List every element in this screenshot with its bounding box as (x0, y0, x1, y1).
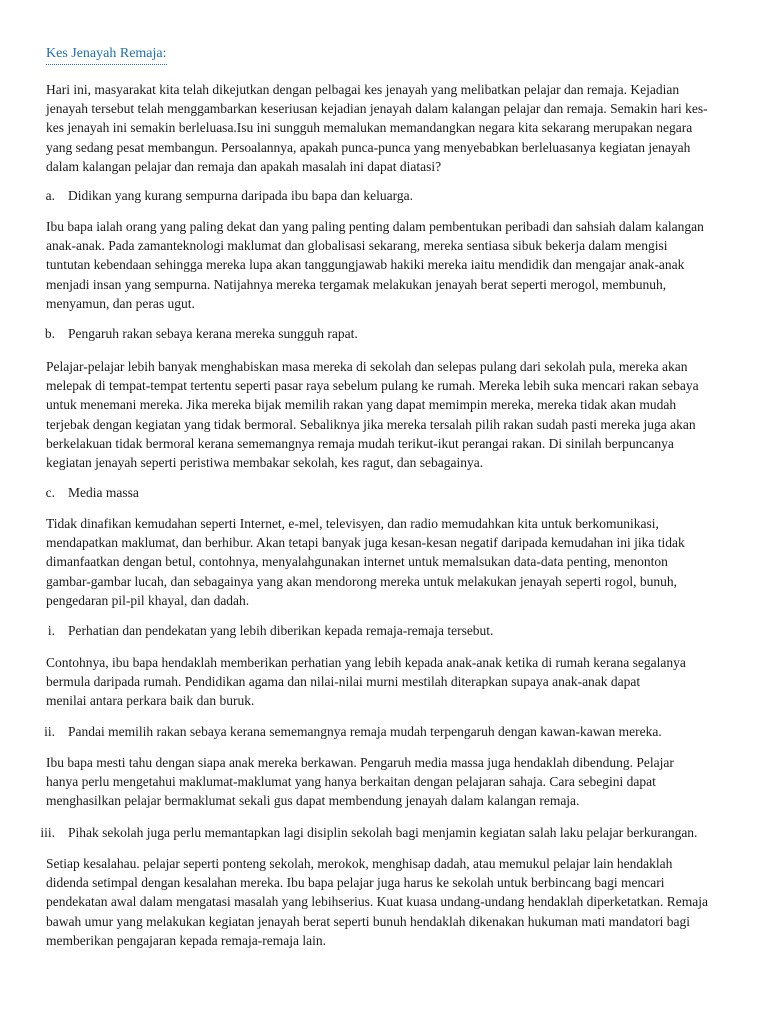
paragraph-line: dimanfaatkan dengan betul, contohnya, menyalahgunakan internet untuk memalsukan data-data penting, menonton (46, 554, 668, 570)
paragraph-line: hanya perlu mengetahui maklumat-maklumat yang hanya berkaitan dengan pelajaran sahaja. Cara sebegini dapat (46, 774, 656, 790)
list-heading-text: Media massa (68, 485, 139, 500)
section-paragraph (46, 854, 736, 950)
paragraph-line: kes jenayah ini semakin berleluasa.Isu ini sungguh memalukan memandangkan negara kita sekarang merupakan negara (46, 120, 693, 136)
paragraph-line: mendapatkan maklumat, dan berhibur. Akan tetapi banyak juga kesan-kesan negatif daripada kemudahan ini jika tidak (46, 535, 685, 551)
section-paragraph (46, 653, 736, 711)
paragraph-line: Pelajar-pelajar lebih banyak menghabiskan masa mereka di sekolah dan selepas pulang dari sekolah pula, mereka akan (46, 359, 688, 374)
paragraph-line: memberikan pengajaran kepada remaja-remaja lain. (46, 932, 326, 948)
paragraph-line: Tidak dinafikan kemudahan seperti Internet, e-mel, televisyen, dan radio memudahkan kita untuk berkomunikasi, (46, 516, 659, 531)
paragraph-line: tuntutan kebendaan sehingga mereka lupa akan tanggungjawab hakiki mereka iaitu mendidik dan mengajar anak-anak (46, 257, 685, 273)
list-marker: a. (45, 188, 55, 203)
paragraph-line: anak-anak. Pada zamanteknologi maklumat dan globalisasi sekarang, mereka sentiasa sibuk bekerja dalam mengisi (46, 238, 668, 254)
list-heading-text: Didikan yang kurang sempurna daripada ibu bapa dan keluarga. (68, 188, 414, 203)
list-heading-text: Pihak sekolah juga perlu memantapkan lagi disiplin sekolah bagi menjamin kegiatan salah laku pelajar berkurangan. (68, 825, 698, 840)
paragraph-line: Setiap kesalahau. pelajar seperti ponteng sekolah, merokok, menghisap dadah, atau memukul pelajar lain hendaklah (46, 856, 673, 871)
list-item-heading (0, 483, 768, 503)
paragraph-line: menilai antara perkara baik dan buruk. (46, 693, 255, 709)
list-item-heading (0, 621, 768, 641)
list-marker: c. (45, 485, 55, 500)
list-marker: iii. (40, 825, 55, 840)
paragraph-line: menyamun, dan peras ugut. (46, 295, 195, 311)
paragraph-line: didenda setimpal dengan kesalahan mereka. Ibu bapa pelajar juga harus ke sekolah untuk berbincang bagi mencari (46, 875, 665, 891)
paragraph-line: Hari ini, masyarakat kita telah dikejutkan dengan pelbagai kes jenayah yang melibatkan pelajar dan remaja. Kejadian (46, 82, 680, 97)
paragraph-line: kegiatan jenayah seperti peristiwa membakar sekolah, kes ragut, dan sebagainya. (46, 455, 484, 471)
paragraph-line: pengedaran pil-pil khayal, dan dadah. (46, 592, 250, 608)
section-paragraph (46, 357, 736, 472)
paragraph-line: Contohnya, ibu bapa hendaklah memberikan perhatian yang lebih kepada anak-anak ketika di rumah kerana segalanya (46, 655, 686, 670)
list-item-heading (0, 823, 768, 843)
paragraph-line: bermula daripada rumah. Pendidikan agama dan nilai-nilai murni mestilah diterapkan supaya anak-anak dapat (46, 674, 641, 690)
paragraph-line: Ibu bapa ialah orang yang paling dekat dan yang paling penting dalam pembentukan peribadi dan sahsiah dalam kalangan (46, 219, 704, 234)
list-item-heading (0, 722, 768, 742)
list-item-heading (0, 324, 768, 344)
paragraph-line: berkelakuan tidak bermoral kerana sememangnya remaja mudah terikut-ikut perangai rakan. Di sinilah berpuncanya (46, 435, 674, 451)
paragraph-line: melepak di tempat-tempat tertentu seperti pasar raya sebelum pulang ke rumah. Mereka lebih suka mencari rakan sebaya (46, 378, 699, 394)
list-marker: i. (47, 623, 55, 638)
paragraph-line: jenayah tersebut telah menggambarkan keseriusan kejadian jenayah dalam kalangan pelajar dan remaja. Semakin hari kes- (46, 101, 708, 117)
list-marker: b. (44, 326, 55, 341)
paragraph-line: terjebak dengan kegiatan yang tidak bermoral. Sebaliknya jika mereka tersalah pilih rakan sudah pasti mereka juga akan (46, 416, 696, 432)
paragraph-line: untuk menemani mereka. Jika mereka bijak memilih rakan yang dapat memimpin mereka, mereka tidak akan mudah (46, 397, 677, 413)
section-paragraph (46, 514, 736, 610)
section-paragraph (46, 753, 736, 811)
paragraph-line: dalam kalangan pelajar dan remaja dan apakah masalah ini dapat diatasi? (46, 158, 442, 174)
paragraph-line: yang sedang pesat membangun. Persoalannya, apakah punca-punca yang menyebabkan berleluasanya kegiatan jenayah (46, 139, 691, 155)
paragraph-line: Ibu bapa mesti tahu dengan siapa anak mereka berkawan. Pengaruh media massa juga hendaklah dibendung. Pelajar (46, 755, 674, 770)
section-paragraph (46, 217, 736, 313)
paragraph-line: menghasilkan pelajar bermaklumat sekali gus dapat membendung jenayah dalam kalangan remaja. (46, 793, 580, 809)
list-marker: ii. (44, 724, 55, 739)
paragraph-line: menjadi insan yang sempurna. Natijahnya mereka tergamak melakukan jenayah berat seperti merogol, membunuh, (46, 276, 667, 292)
paragraph-line: bawah umur yang melakukan kegiatan jenayah berat seperti bunuh hendaklah dikenakan hukuman mati mandatori bagi (46, 913, 691, 929)
document-title[interactable]: Kes Jenayah Remaja: (46, 45, 167, 65)
paragraph-line: gambar-gambar lucah, dan sebagainya yang akan mendorong mereka untuk melakukan jenayah seperti rogol, bunuh, (46, 573, 678, 589)
paragraph-line: pendekatan awal dalam mengatasi masalah yang lebihserius. Kuat kuasa undang-undang hendaklah diperketatkan. Remaja (46, 894, 709, 910)
list-heading-text: Pandai memilih rakan sebaya kerana sememangnya remaja mudah terpengaruh dengan kawan-kawan mereka. (68, 724, 662, 739)
list-heading-text: Pengaruh rakan sebaya kerana mereka sungguh rapat. (68, 326, 358, 341)
intro-paragraph (46, 80, 736, 176)
list-heading-text: Perhatian dan pendekatan yang lebih diberikan kepada remaja-remaja tersebut. (68, 623, 494, 638)
list-item-heading (0, 186, 768, 206)
